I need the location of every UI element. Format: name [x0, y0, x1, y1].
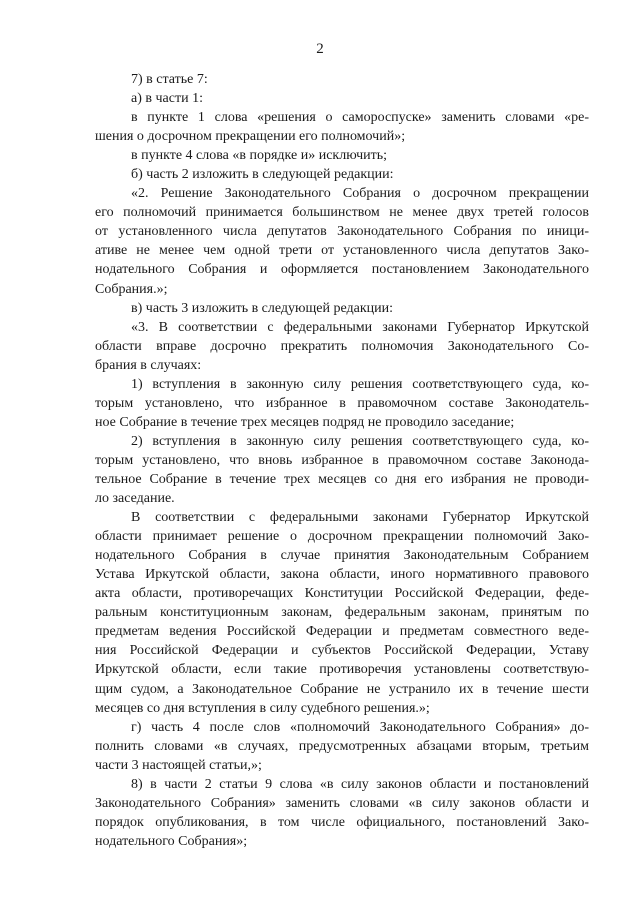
- paragraph: [95, 432, 589, 508]
- paragraph: [95, 775, 589, 851]
- text-line: месяцев со дня вступления в силу судебного решения.»;: [95, 700, 430, 716]
- text-line: В соответствии с федеральными законами Губернатор Иркутской: [131, 510, 589, 526]
- text-line: торым установлено, что избранное в правомочном составе Законодатель-: [95, 395, 589, 411]
- text-line: нодательного Собрания в случае принятия Законодательным Собранием: [95, 548, 589, 564]
- paragraph: [95, 718, 589, 775]
- text-line: предметам ведения Российской Федерации и предметам совместного веде-: [95, 624, 589, 640]
- text-line: «3. В соответствии с федеральными законами Губернатор Иркутской: [131, 319, 589, 335]
- text-line: 7) в статье 7:: [131, 72, 208, 87]
- text-line: Иркутской области, если такие противоречия установлены соответствую-: [95, 662, 589, 678]
- text-line: Устава Иркутской области, закона области, иного нормативного правового: [95, 567, 589, 583]
- text-line: его полномочий принимается большинством не менее двух третей голосов: [95, 205, 589, 221]
- text-line: в пункте 1 слова «решения о самороспуске» заменить словами «ре-: [131, 110, 589, 126]
- text-line: а) в части 1:: [131, 91, 203, 107]
- paragraph: [95, 299, 589, 318]
- paragraph: [95, 318, 589, 375]
- text-line: области вправе досрочно прекратить полномочия Законодательного Со-: [95, 338, 589, 354]
- text-line: 2) вступления в законную силу решения соответствующего суда, ко-: [131, 433, 589, 449]
- text-line: Собрания.»;: [95, 281, 168, 297]
- paragraph: [95, 146, 589, 165]
- text-line: ральным конституционным законам, федеральным законам, принятым по: [95, 605, 589, 621]
- paragraph: [95, 108, 589, 146]
- text-line: тельное Собрание в течение трех месяцев со дня его избрания не проводи-: [95, 471, 589, 487]
- text-line: брания в случаях:: [95, 357, 202, 373]
- text-line: нодательного Собрания»;: [95, 833, 248, 849]
- text-line: порядок опубликования, в том числе официального, постановлений Зако-: [95, 814, 589, 830]
- paragraph: [95, 70, 589, 89]
- text-line: ативе не менее чем одной трети от установленного числа депутатов Зако-: [95, 243, 589, 259]
- text-line: г) часть 4 после слов «полномочий Законодательного Собрания» до-: [131, 719, 589, 735]
- text-line: области принимает решение о досрочном прекращении полномочий Зако-: [95, 529, 589, 545]
- text-line: б) часть 2 изложить в следующей редакции:: [131, 167, 394, 183]
- text-line: нодательного Собрания и оформляется постановлением Законодательного: [95, 262, 589, 278]
- text-line: части 3 настоящей статьи,»;: [95, 757, 262, 773]
- paragraph: [95, 89, 589, 108]
- text-line: 8) в части 2 статьи 9 слова «в силу законов области и постановлений: [131, 776, 589, 792]
- text-line: от установленного числа депутатов Законодательного Собрания по иници-: [95, 224, 589, 240]
- page-number: 2: [316, 41, 324, 57]
- text-line: полнить словами «в случаях, предусмотренных абзацами вторым, третьим: [95, 738, 589, 754]
- text-line: торым установлено, что вновь избранное в правомочном составе Законода-: [95, 452, 589, 468]
- text-line: шения о досрочном прекращении его полномочий»;: [95, 129, 406, 145]
- text-line: в) часть 3 изложить в следующей редакции:: [131, 300, 394, 316]
- paragraph: [95, 165, 589, 184]
- paragraph: [95, 375, 589, 432]
- text-line: ния Российской Федерации и субъектов Российской Федерации, Уставу: [95, 643, 589, 659]
- paragraph: [95, 184, 589, 298]
- text-line: ло заседание.: [95, 491, 175, 507]
- text-line: ное Собрание в течение трех месяцев подряд не проводило заседание;: [95, 414, 515, 430]
- text-line: акта области, противоречащих Конституции Российской Федерации, феде-: [95, 586, 589, 602]
- text-line: «2. Решение Законодательного Собрания о досрочном прекращении: [131, 186, 589, 202]
- text-line: в пункте 4 слова «в порядке и» исключить;: [131, 148, 388, 164]
- text-line: Законодательного Собрания» заменить словами «в силу законов области и: [95, 795, 589, 811]
- text-line: щим судом, а Законодательное Собрание не устранило их в течение шести: [95, 681, 589, 697]
- text-line: 1) вступления в законную силу решения соответствующего суда, ко-: [131, 376, 589, 392]
- document-body: [95, 70, 589, 851]
- paragraph: [95, 508, 589, 718]
